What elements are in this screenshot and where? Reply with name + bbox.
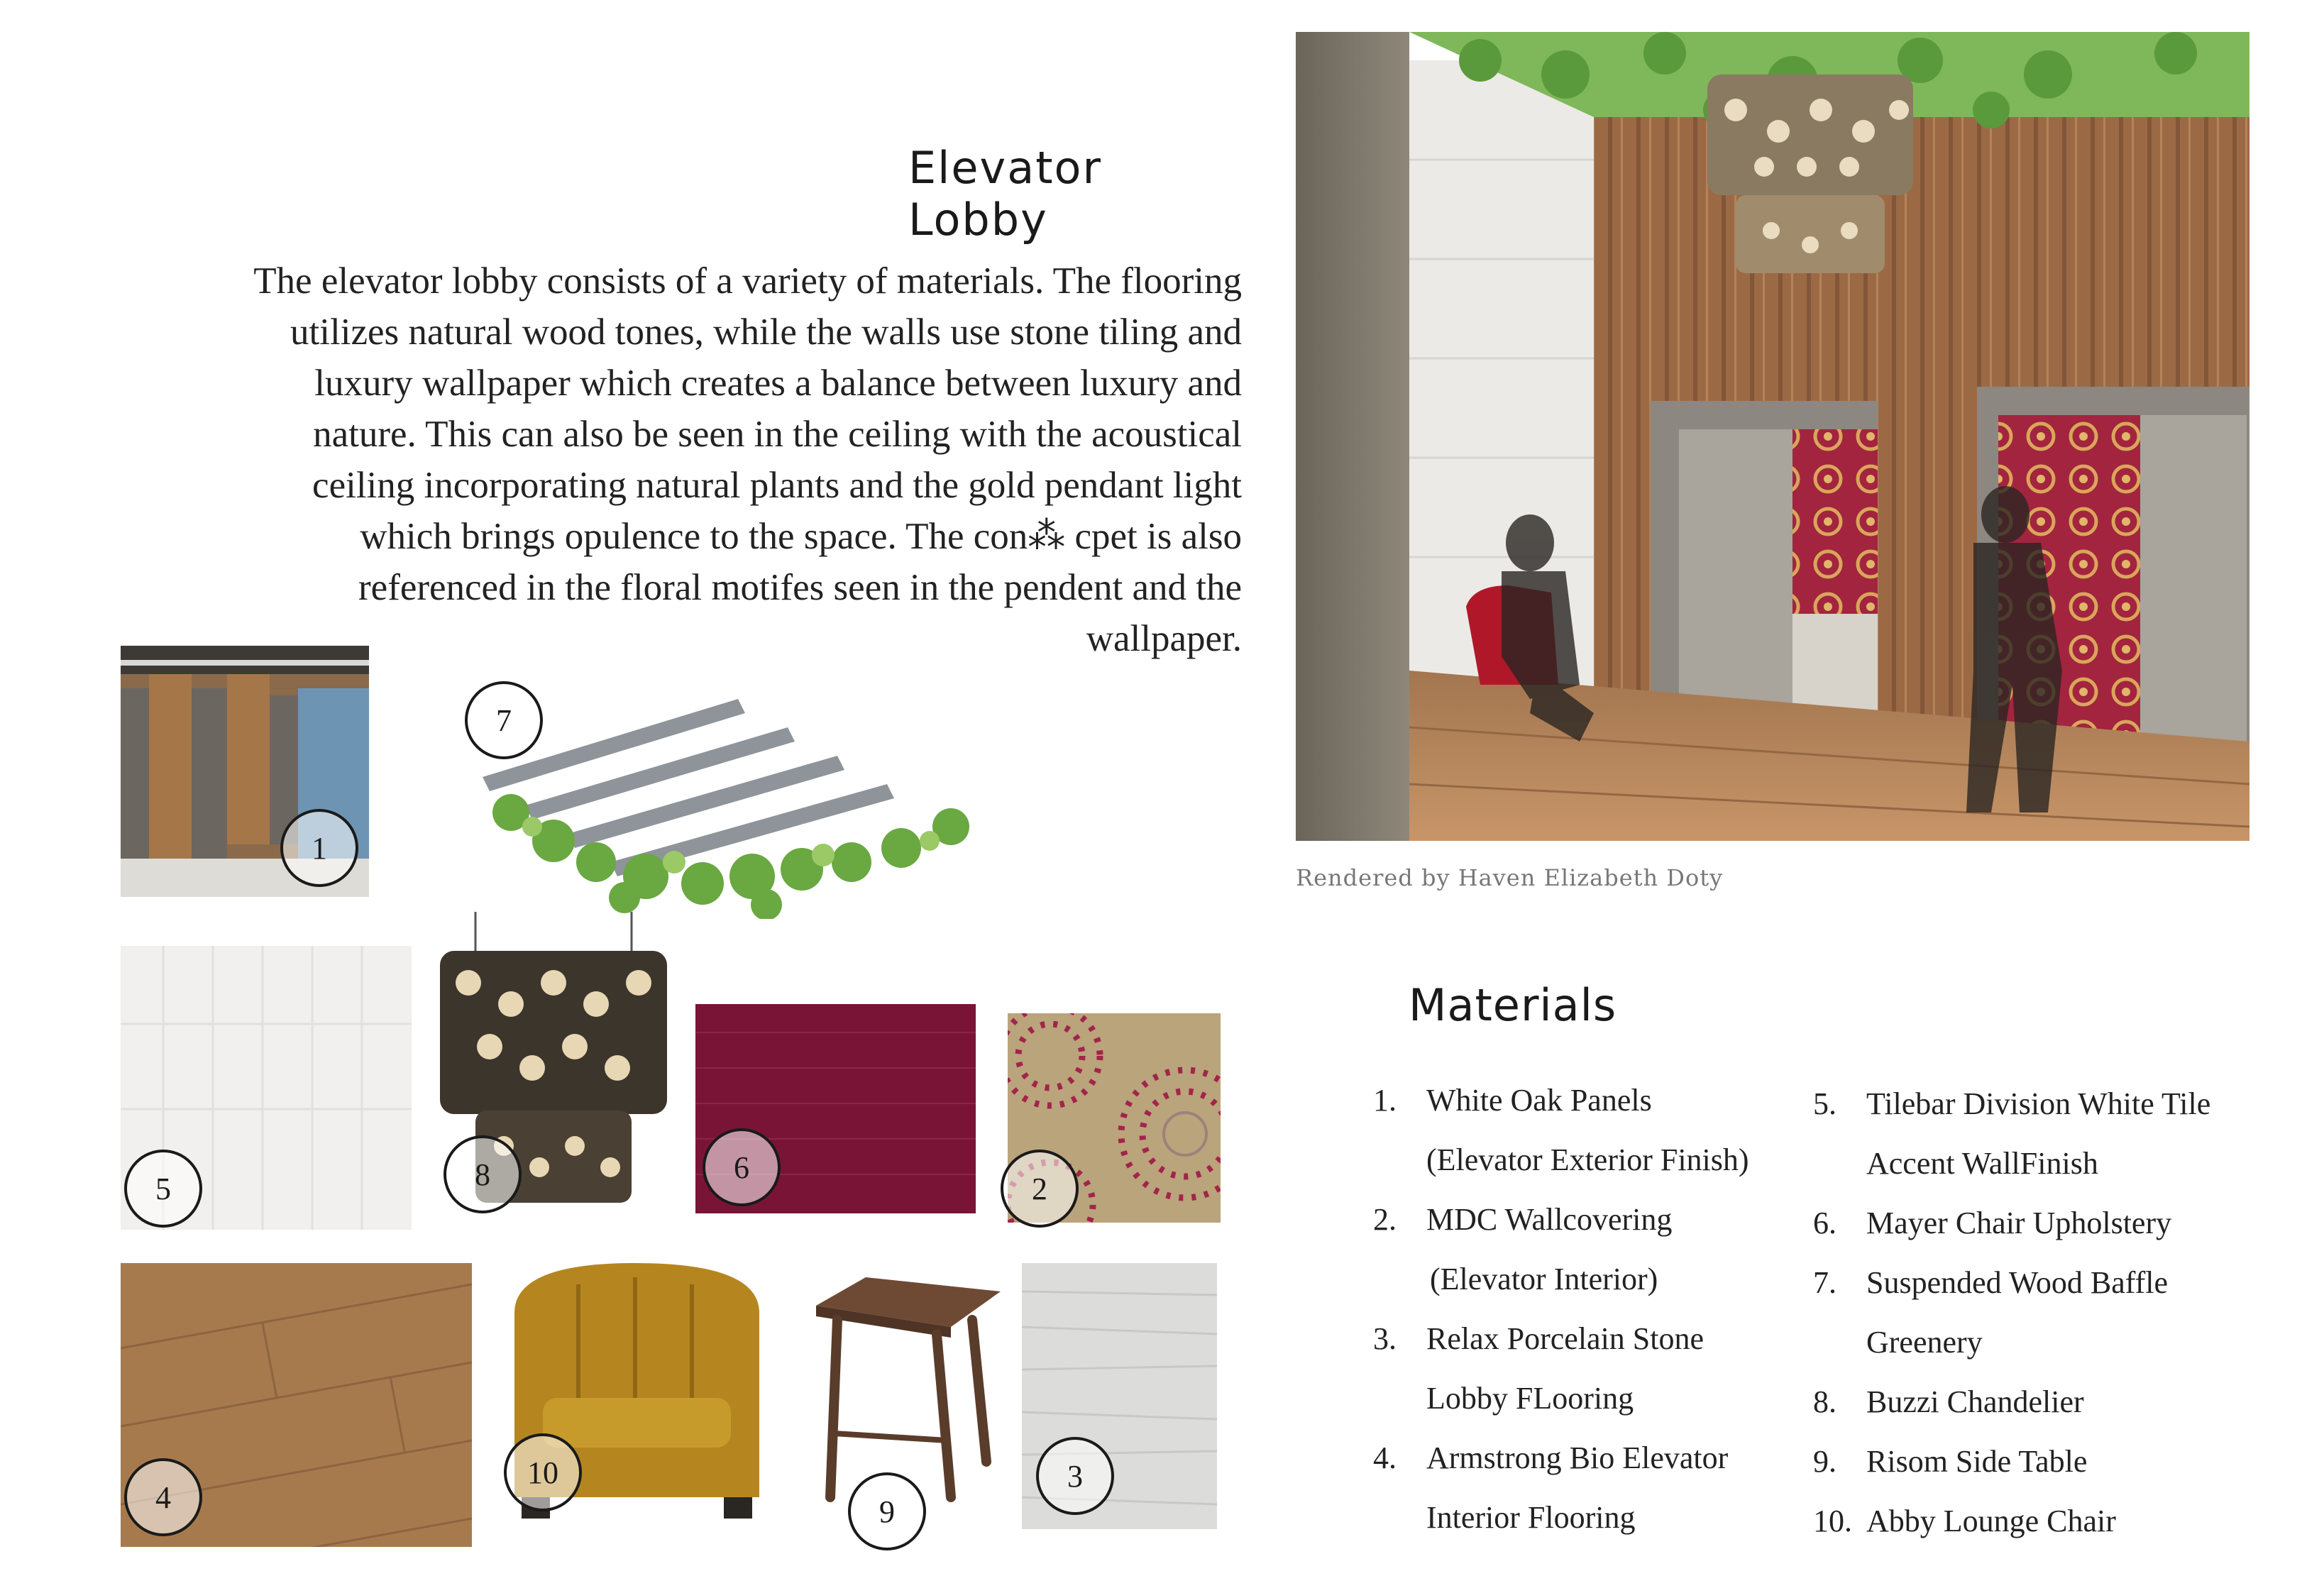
material-number: 10. xyxy=(1813,1504,1852,1538)
material-number: 7. xyxy=(1813,1265,1836,1300)
material-number: 1. xyxy=(1373,1083,1397,1118)
swatch-badge-3: 3 xyxy=(1036,1437,1114,1515)
materials-heading: Materials xyxy=(1409,979,1617,1031)
material-name: Suspended Wood Baffle xyxy=(1866,1265,2169,1300)
material-name: Abby Lounge Chair xyxy=(1866,1504,2116,1538)
material-number: 6. xyxy=(1813,1206,1836,1240)
swatch-badge-6: 6 xyxy=(703,1128,781,1206)
material-name: White Oak Panels xyxy=(1426,1083,1652,1118)
material-number: 3. xyxy=(1373,1321,1397,1356)
swatch-badge-5: 5 xyxy=(124,1150,202,1228)
swatch-badge-9: 9 xyxy=(848,1472,926,1550)
material-name: Armstrong Bio Elevator xyxy=(1426,1440,1729,1475)
swatch-baffle-greenery xyxy=(468,685,1008,919)
material-number: 5. xyxy=(1813,1086,1836,1121)
rendering-credit: Rendered by Haven Elizabeth Doty xyxy=(1296,864,1724,891)
material-detail: (Elevator Interior) xyxy=(1430,1262,1658,1296)
lobby-rendering xyxy=(1296,32,2249,841)
material-name: MDC Wallcovering xyxy=(1426,1202,1673,1237)
material-detail: Lobby FLooring xyxy=(1426,1381,1634,1416)
material-name: Buzzi Chandelier xyxy=(1866,1384,2084,1419)
material-name: Mayer Chair Upholstery xyxy=(1866,1206,2172,1240)
swatch-badge-1: 1 xyxy=(280,809,358,887)
material-number: 2. xyxy=(1373,1202,1397,1237)
project-description: The elevator lobby consists of a variety of materials. The flooring utilizes natural wood tones, while the walls use stone tiling and luxury wallpaper which creates a balance between luxury and nature. This can also be seen in the ceiling with the acoustical ceiling incorporating natural plants and the gold pendant light which brings opulence to the space. The con⁂ cpet is also referenced in the floral motifes seen in the pendent and the wallpaper. xyxy=(253,260,1242,659)
page-title: Elevator Lobby xyxy=(908,142,1102,246)
material-detail: (Elevator Exterior Finish) xyxy=(1426,1142,1749,1177)
swatch-badge-2: 2 xyxy=(1001,1150,1079,1228)
material-name: Relax Porcelain Stone xyxy=(1426,1321,1705,1356)
material-number: 8. xyxy=(1813,1384,1836,1419)
material-detail: Interior Flooring xyxy=(1426,1500,1636,1535)
material-detail: Greenery xyxy=(1866,1325,1983,1360)
materials-list-left xyxy=(1373,1082,1770,1550)
material-number: 9. xyxy=(1813,1444,1836,1479)
material-name: Tilebar Division White Tile xyxy=(1866,1086,2211,1121)
swatch-badge-4: 4 xyxy=(124,1458,202,1536)
material-detail: Accent WallFinish xyxy=(1866,1146,2098,1181)
material-name: Risom Side Table xyxy=(1866,1444,2088,1479)
materials-list-right xyxy=(1813,1086,2267,1554)
swatch-badge-10: 10 xyxy=(504,1433,582,1511)
swatch-badge-7: 7 xyxy=(465,681,543,759)
material-number: 4. xyxy=(1373,1440,1397,1475)
swatch-badge-8: 8 xyxy=(444,1135,522,1213)
